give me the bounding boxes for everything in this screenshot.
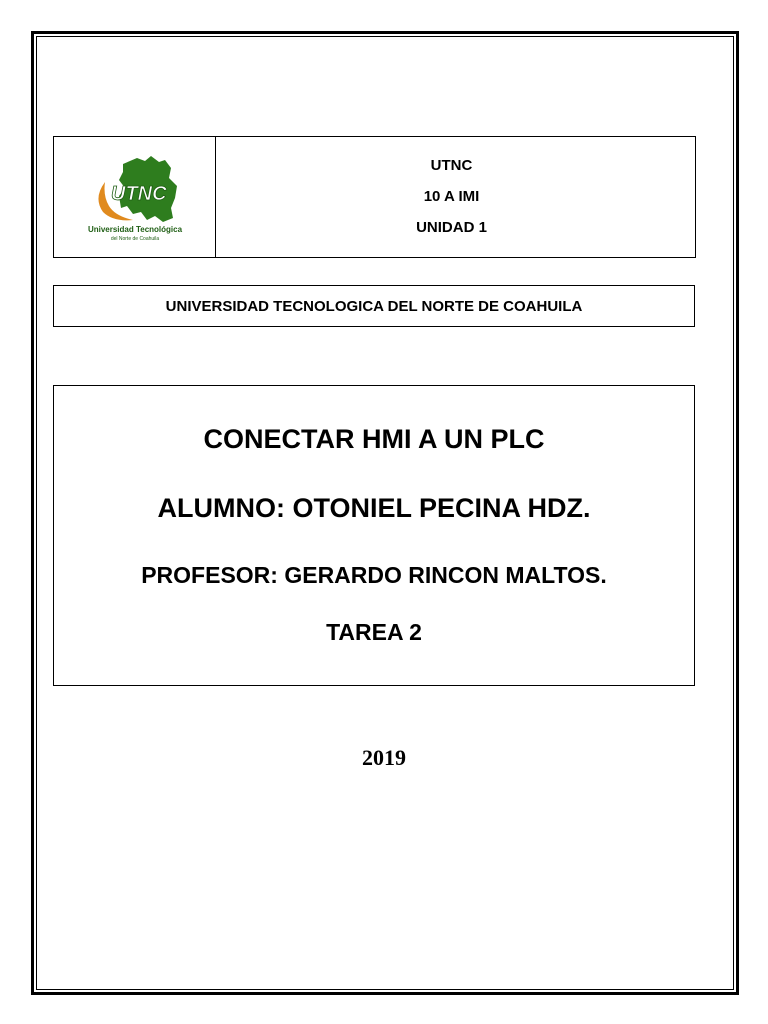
logo-mark-text: UTNC [110, 183, 167, 205]
header-table [53, 136, 696, 258]
header-line-unit: UNIDAD 1 [416, 219, 487, 236]
logo-cell [54, 137, 216, 257]
university-name: UNIVERSIDAD TECNOLOGICA DEL NORTE DE COAHUILA [165, 297, 583, 315]
year: 2019 [362, 745, 406, 770]
university-box [53, 285, 695, 327]
professor-name: PROFESOR: GERARDO RINCON MALTOS. [141, 562, 607, 588]
document-title: CONECTAR HMI A UN PLC [203, 424, 545, 454]
utnc-logo-icon [75, 152, 195, 242]
logo-caption-line1: Universidad Tecnológica [87, 225, 182, 234]
student-name: ALUMNO: OTONIEL PECINA HDZ. [157, 493, 591, 523]
header-line-institution: UTNC [430, 157, 473, 174]
assignment-label: TAREA 2 [326, 619, 422, 645]
title-box [53, 385, 695, 686]
logo-caption-line2: del Norte de Coahuila [110, 236, 159, 242]
header-info [216, 137, 695, 257]
header-line-group: 10 A IMI [423, 188, 480, 205]
